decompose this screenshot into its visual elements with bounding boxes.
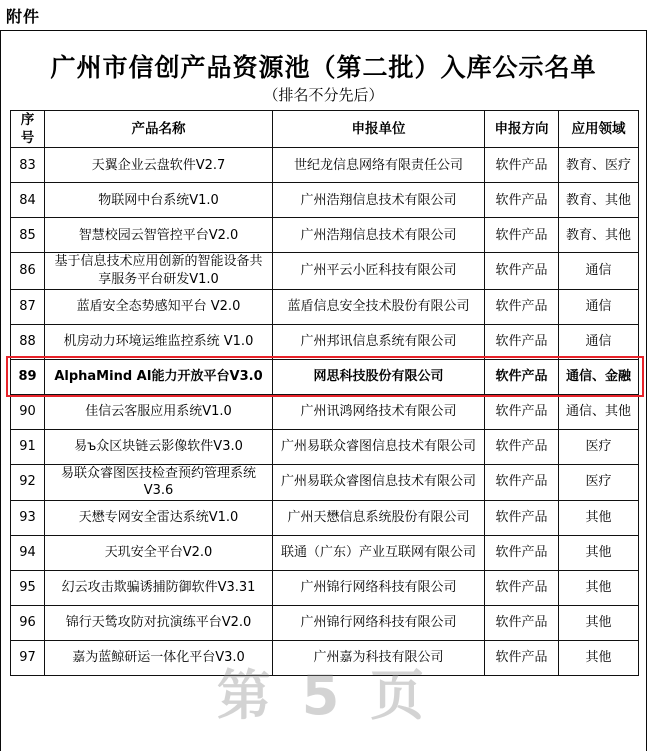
cell-product-name: 天懋专网安全雷达系统V1.0 <box>45 500 273 535</box>
cell-direction: 软件产品 <box>485 640 559 675</box>
cell-field: 教育、医疗 <box>559 148 639 183</box>
column-header-direction: 申报方向 <box>485 111 559 148</box>
cell-organization: 广州讯鸿网络技术有限公司 <box>273 394 485 429</box>
cell-product-name: 幻云攻击欺骗诱捕防御软件V3.31 <box>45 570 273 605</box>
cell-no: 85 <box>11 218 45 253</box>
cell-field: 其他 <box>559 605 639 640</box>
cell-direction: 软件产品 <box>485 394 559 429</box>
cell-direction: 软件产品 <box>485 535 559 570</box>
cell-organization: 广州天懋信息系统股份有限公司 <box>273 500 485 535</box>
table-row <box>11 640 639 675</box>
cell-field: 教育、其他 <box>559 183 639 218</box>
cell-field: 通信 <box>559 289 639 324</box>
cell-no: 89 <box>11 359 45 394</box>
cell-field: 其他 <box>559 500 639 535</box>
cell-direction: 软件产品 <box>485 429 559 464</box>
table-row <box>11 394 639 429</box>
cell-product-name: 佳信云客服应用系统V1.0 <box>45 394 273 429</box>
table-body <box>11 148 639 675</box>
page-border-left <box>0 30 1 751</box>
table-row <box>11 570 639 605</box>
table-row <box>11 218 639 253</box>
cell-organization: 广州邦讯信息系统有限公司 <box>273 324 485 359</box>
table-row <box>11 324 639 359</box>
cell-direction: 软件产品 <box>485 359 559 394</box>
column-header-name: 产品名称 <box>45 111 273 148</box>
cell-no: 83 <box>11 148 45 183</box>
column-header-org: 申报单位 <box>273 111 485 148</box>
table-row <box>11 500 639 535</box>
cell-field: 医疗 <box>559 429 639 464</box>
cell-organization: 广州平云小匠科技有限公司 <box>273 253 485 289</box>
cell-product-name: AlphaMind AI能力开放平台V3.0 <box>45 359 273 394</box>
cell-field: 其他 <box>559 640 639 675</box>
cell-no: 97 <box>11 640 45 675</box>
cell-direction: 软件产品 <box>485 570 559 605</box>
column-header-field: 应用领域 <box>559 111 639 148</box>
cell-product-name: 锦行天鸶攻防对抗演练平台V2.0 <box>45 605 273 640</box>
cell-organization: 广州易联众睿图信息技术有限公司 <box>273 429 485 464</box>
page-border-top <box>0 30 647 31</box>
table-header <box>11 111 639 148</box>
cell-direction: 软件产品 <box>485 218 559 253</box>
cell-organization: 广州嘉为科技有限公司 <box>273 640 485 675</box>
cell-product-name: 智慧校园云智管控平台V2.0 <box>45 218 273 253</box>
cell-no: 87 <box>11 289 45 324</box>
cell-direction: 软件产品 <box>485 500 559 535</box>
cell-no: 90 <box>11 394 45 429</box>
cell-product-name: 易ъ众区块链云影像软件V3.0 <box>45 429 273 464</box>
table-row <box>11 464 639 500</box>
cell-field: 通信 <box>559 253 639 289</box>
cell-direction: 软件产品 <box>485 148 559 183</box>
cell-direction: 软件产品 <box>485 183 559 218</box>
cell-product-name: 天玑安全平台V2.0 <box>45 535 273 570</box>
cell-field: 通信、金融 <box>559 359 639 394</box>
cell-organization: 广州浩翔信息技术有限公司 <box>273 183 485 218</box>
table-row <box>11 289 639 324</box>
cell-no: 96 <box>11 605 45 640</box>
cell-product-name: 易联众睿图医技检查预约管理系统V3.6 <box>45 464 273 500</box>
cell-no: 95 <box>11 570 45 605</box>
cell-product-name: 基于信息技术应用创新的智能设备共享服务平台研发V1.0 <box>45 253 273 289</box>
table-header-row <box>11 111 639 148</box>
cell-no: 92 <box>11 464 45 500</box>
cell-direction: 软件产品 <box>485 289 559 324</box>
cell-field: 通信、其他 <box>559 394 639 429</box>
cell-organization: 广州锦行网络科技有限公司 <box>273 570 485 605</box>
cell-organization: 广州易联众睿图信息技术有限公司 <box>273 464 485 500</box>
cell-organization: 广州锦行网络科技有限公司 <box>273 605 485 640</box>
cell-product-name: 天翼企业云盘软件V2.7 <box>45 148 273 183</box>
cell-organization: 网思科技股份有限公司 <box>273 359 485 394</box>
cell-no: 86 <box>11 253 45 289</box>
table-row <box>11 148 639 183</box>
table-row <box>11 605 639 640</box>
column-header-no: 序号 <box>11 111 45 148</box>
cell-product-name: 蓝盾安全态势感知平台 V2.0 <box>45 289 273 324</box>
table-row <box>11 253 639 289</box>
cell-field: 医疗 <box>559 464 639 500</box>
table-row <box>11 359 639 394</box>
cell-organization: 世纪龙信息网络有限责任公司 <box>273 148 485 183</box>
product-list-table <box>10 110 639 676</box>
cell-no: 88 <box>11 324 45 359</box>
page-number-watermark: 第 5 页 <box>216 664 431 727</box>
cell-direction: 软件产品 <box>485 605 559 640</box>
cell-field: 其他 <box>559 535 639 570</box>
cell-field: 通信 <box>559 324 639 359</box>
table-row <box>11 535 639 570</box>
cell-field: 教育、其他 <box>559 218 639 253</box>
cell-no: 91 <box>11 429 45 464</box>
cell-direction: 软件产品 <box>485 464 559 500</box>
cell-organization: 广州浩翔信息技术有限公司 <box>273 218 485 253</box>
table-row <box>11 429 639 464</box>
page-subtitle: （排名不分先后） <box>263 86 384 104</box>
table-row <box>11 183 639 218</box>
cell-direction: 软件产品 <box>485 324 559 359</box>
cell-no: 93 <box>11 500 45 535</box>
cell-no: 84 <box>11 183 45 218</box>
cell-direction: 软件产品 <box>485 253 559 289</box>
cell-organization: 蓝盾信息安全技术股份有限公司 <box>273 289 485 324</box>
attachment-label: 附件 <box>6 7 41 26</box>
cell-product-name: 嘉为蓝鲸研运一体化平台V3.0 <box>45 640 273 675</box>
page-title: 广州市信创产品资源池（第二批）入库公示名单 <box>50 53 597 82</box>
cell-no: 94 <box>11 535 45 570</box>
cell-field: 其他 <box>559 570 639 605</box>
cell-product-name: 机房动力环境运维监控系统 V1.0 <box>45 324 273 359</box>
cell-organization: 联通（广东）产业互联网有限公司 <box>273 535 485 570</box>
cell-product-name: 物联网中台系统V1.0 <box>45 183 273 218</box>
